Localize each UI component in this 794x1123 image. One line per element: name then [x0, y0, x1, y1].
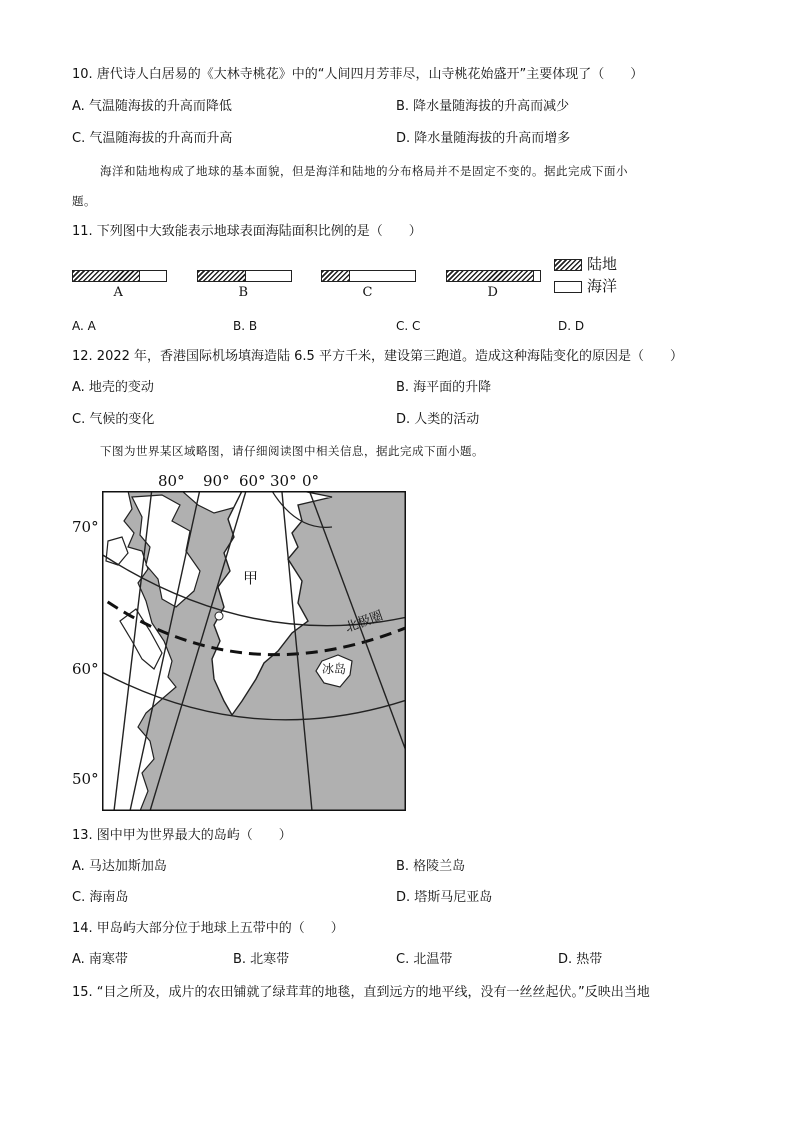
ratio-bar-land-fill [73, 271, 140, 281]
question-12-stem: 12. 2022 年，香港国际机场填海造陆 6.5 平方千米，建设第三跑道。造成这种海陆变化的原因是（ ） [72, 349, 683, 364]
ratio-bar-label-b: B [238, 285, 249, 300]
map-label-jia: 甲 [243, 569, 259, 587]
legend-land-swatch [554, 259, 582, 271]
ratio-bar-b [197, 270, 292, 282]
question-10-stem: 10. 唐代诗人白居易的《大林寺桃花》中的“人间四月芳菲尽，山寺桃花始盛开”主要体现了（ ） [72, 67, 644, 82]
map-lon-label-0: 0° [302, 472, 320, 490]
map-label-arctic-circle: 北极圈 [343, 608, 386, 636]
map-lon-label-30: 30° [270, 472, 297, 490]
ratio-bar-label-c: C [362, 285, 373, 300]
ratio-bar-label-d: D [487, 285, 498, 300]
intro-paragraph-1-line-2: 题。 [72, 194, 96, 208]
q11-option-b[interactable]: B. B [233, 319, 258, 333]
intro-paragraph-1-line-1: 海洋和陆地构成了地球的基本面貌，但是海洋和陆地的分布格局并不是固定不变的。据此完成下面小 [100, 164, 628, 178]
q12-option-c[interactable]: C. 气候的变化 [72, 412, 155, 427]
ratio-bar-d [446, 270, 541, 282]
map-label-iceland: 冰岛 [322, 662, 347, 676]
legend-sea-swatch [554, 281, 582, 293]
question-11-stem: 11. 下列图中大致能表示地球表面海陆面积比例的是（ ） [72, 224, 422, 239]
region-map [102, 491, 406, 811]
q12-option-b[interactable]: B. 海平面的升降 [396, 380, 492, 395]
q13-option-b[interactable]: B. 格陵兰岛 [396, 859, 466, 874]
q12-option-a[interactable]: A. 地壳的变动 [72, 380, 154, 395]
ratio-bar-a [72, 270, 167, 282]
q13-option-d[interactable]: D. 塔斯马尼亚岛 [396, 890, 493, 905]
map-lat-label-70: 70° [72, 518, 99, 536]
legend-sea-label: 海洋 [587, 277, 618, 295]
q14-option-c[interactable]: C. 北温带 [396, 952, 453, 967]
q13-option-c[interactable]: C. 海南岛 [72, 890, 129, 905]
map-lat-label-60: 60° [72, 660, 99, 678]
intro-paragraph-2: 下图为世界某区域略图，请仔细阅读图中相关信息，据此完成下面小题。 [100, 444, 484, 458]
q10-option-b[interactable]: B. 降水量随海拔的升高而减少 [396, 99, 570, 114]
q13-option-a[interactable]: A. 马达加斯加岛 [72, 859, 167, 874]
map-lon-label-60: 60° [239, 472, 266, 490]
ratio-bar-land-fill [198, 271, 246, 281]
question-15-stem: 15. “目之所及，成片的农田铺就了绿茸茸的地毯，直到远方的地平线，没有一丝丝起伏。”反映出当地 [72, 985, 650, 1000]
question-13-stem: 13. 图中甲为世界最大的岛屿（ ） [72, 828, 292, 843]
legend-land-label: 陆地 [587, 255, 618, 273]
map-lon-label-90: 90° [203, 472, 230, 490]
q11-option-d[interactable]: D. D [558, 319, 585, 333]
small-island-marker [215, 612, 223, 620]
map-lon-label-80: 80° [158, 472, 185, 490]
map-lat-label-50: 50° [72, 770, 99, 788]
q11-option-c[interactable]: C. C [396, 319, 421, 333]
ratio-bar-c [321, 270, 416, 282]
ratio-bar-land-fill [447, 271, 534, 281]
q11-option-a[interactable]: A. A [72, 319, 96, 333]
question-14-stem: 14. 甲岛屿大部分位于地球上五带中的（ ） [72, 921, 344, 936]
q12-option-d[interactable]: D. 人类的活动 [396, 412, 480, 427]
q14-option-d[interactable]: D. 热带 [558, 952, 603, 967]
ratio-bar-label-a: A [113, 285, 123, 300]
q14-option-a[interactable]: A. 南寒带 [72, 952, 128, 967]
ratio-bar-land-fill [322, 271, 350, 281]
q14-option-b[interactable]: B. 北寒带 [233, 952, 290, 967]
q10-option-c[interactable]: C. 气温随海拔的升高而升高 [72, 131, 233, 146]
q10-option-d[interactable]: D. 降水量随海拔的升高而增多 [396, 131, 571, 146]
q10-option-a[interactable]: A. 气温随海拔的升高而降低 [72, 99, 232, 114]
